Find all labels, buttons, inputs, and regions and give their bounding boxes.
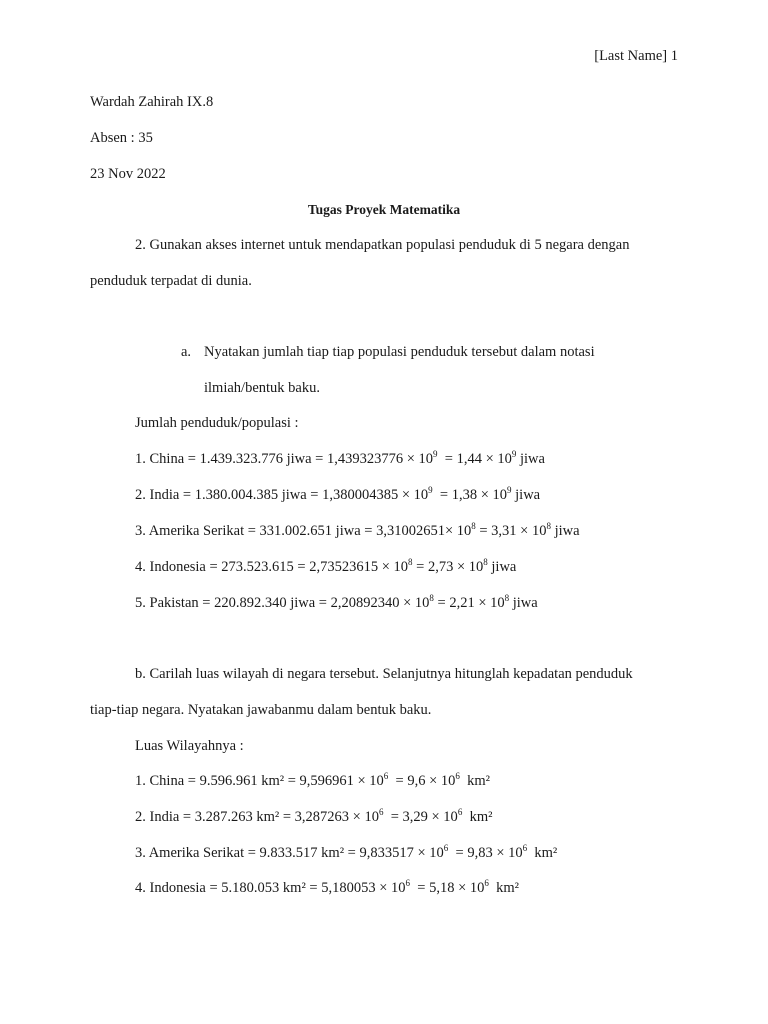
part-b-line2: tiap-tiap negara. Nyatakan jawabanmu dalam bentuk baku. — [90, 702, 432, 718]
population-item: 4. Indonesia = $273.523.615 = 2,73523615 \times 10^8 = 2,73 \times 10^8$ jiwa — [135, 557, 517, 575]
running-head: [Last Name] 1 — [594, 48, 678, 64]
task2-line1: 2. Gunakan akses internet untuk mendapatkan populasi penduduk di 5 negara dengan — [135, 237, 630, 253]
population-item: 5. Pakistan = 220.892.340 jiwa = $2,20892340 \times 10^8 = 2,21 \times 10^8$ jiwa — [135, 593, 538, 611]
area-heading: Luas Wilayahnya : — [135, 738, 244, 754]
part-a-line1: Nyatakan jumlah tiap tiap populasi penduduk tersebut dalam notasi — [204, 344, 595, 360]
population-item: 3. Amerika Serikat = 331.002.651 jiwa = $3,31002651\times 10^8 = 3,31 \times 10^8$ jiwa — [135, 521, 580, 539]
population-item: 1. China = 1.439.323.776 jiwa = $1,439323776 \times 10^9 = 1,44 \times 10^9$ jiwa — [135, 449, 545, 467]
part-a-line2: ilmiah/bentuk baku. — [204, 380, 320, 396]
document-date: 23 Nov 2022 — [90, 166, 166, 182]
population-item: 2. India = 1.380.004.385 jiwa = $1,380004385 \times 10^9 = 1,38 \times 10^9$ jiwa — [135, 485, 541, 503]
part-a-marker: a. — [181, 344, 192, 360]
page-title: Tugas Proyek Matematika — [307, 202, 461, 217]
student-absen: Absen : 35 — [90, 130, 153, 146]
area-item: 4. Indonesia = 5.180.053 $km^2 = 5,180053 \times 10^6 = 5,18 \times 10^6$ km² — [135, 878, 520, 896]
area-item: 2. India = 3.287.263 $km^2 = 3,287263 \times 10^6 = 3,29 \times 10^6$ km² — [135, 807, 493, 825]
student-name: Wardah Zahirah IX.8 — [90, 94, 214, 110]
population-heading: Jumlah penduduk/populasi : — [135, 415, 299, 431]
task2-line2: penduduk terpadat di dunia. — [90, 273, 252, 289]
area-item: 3. Amerika Serikat = 9.833.517 $km^2 = 9,833517 \times 10^6 = 9,83 \times 10^6$ km² — [135, 843, 558, 861]
area-item: 1. China = 9.596.961 $km^2 = 9,596961 \times 10^6 = 9,6 \times 10^6$ km² — [135, 771, 491, 789]
part-b-line1: b. Carilah luas wilayah di negara tersebut. Selanjutnya hitunglah kepadatan penduduk — [135, 666, 633, 682]
